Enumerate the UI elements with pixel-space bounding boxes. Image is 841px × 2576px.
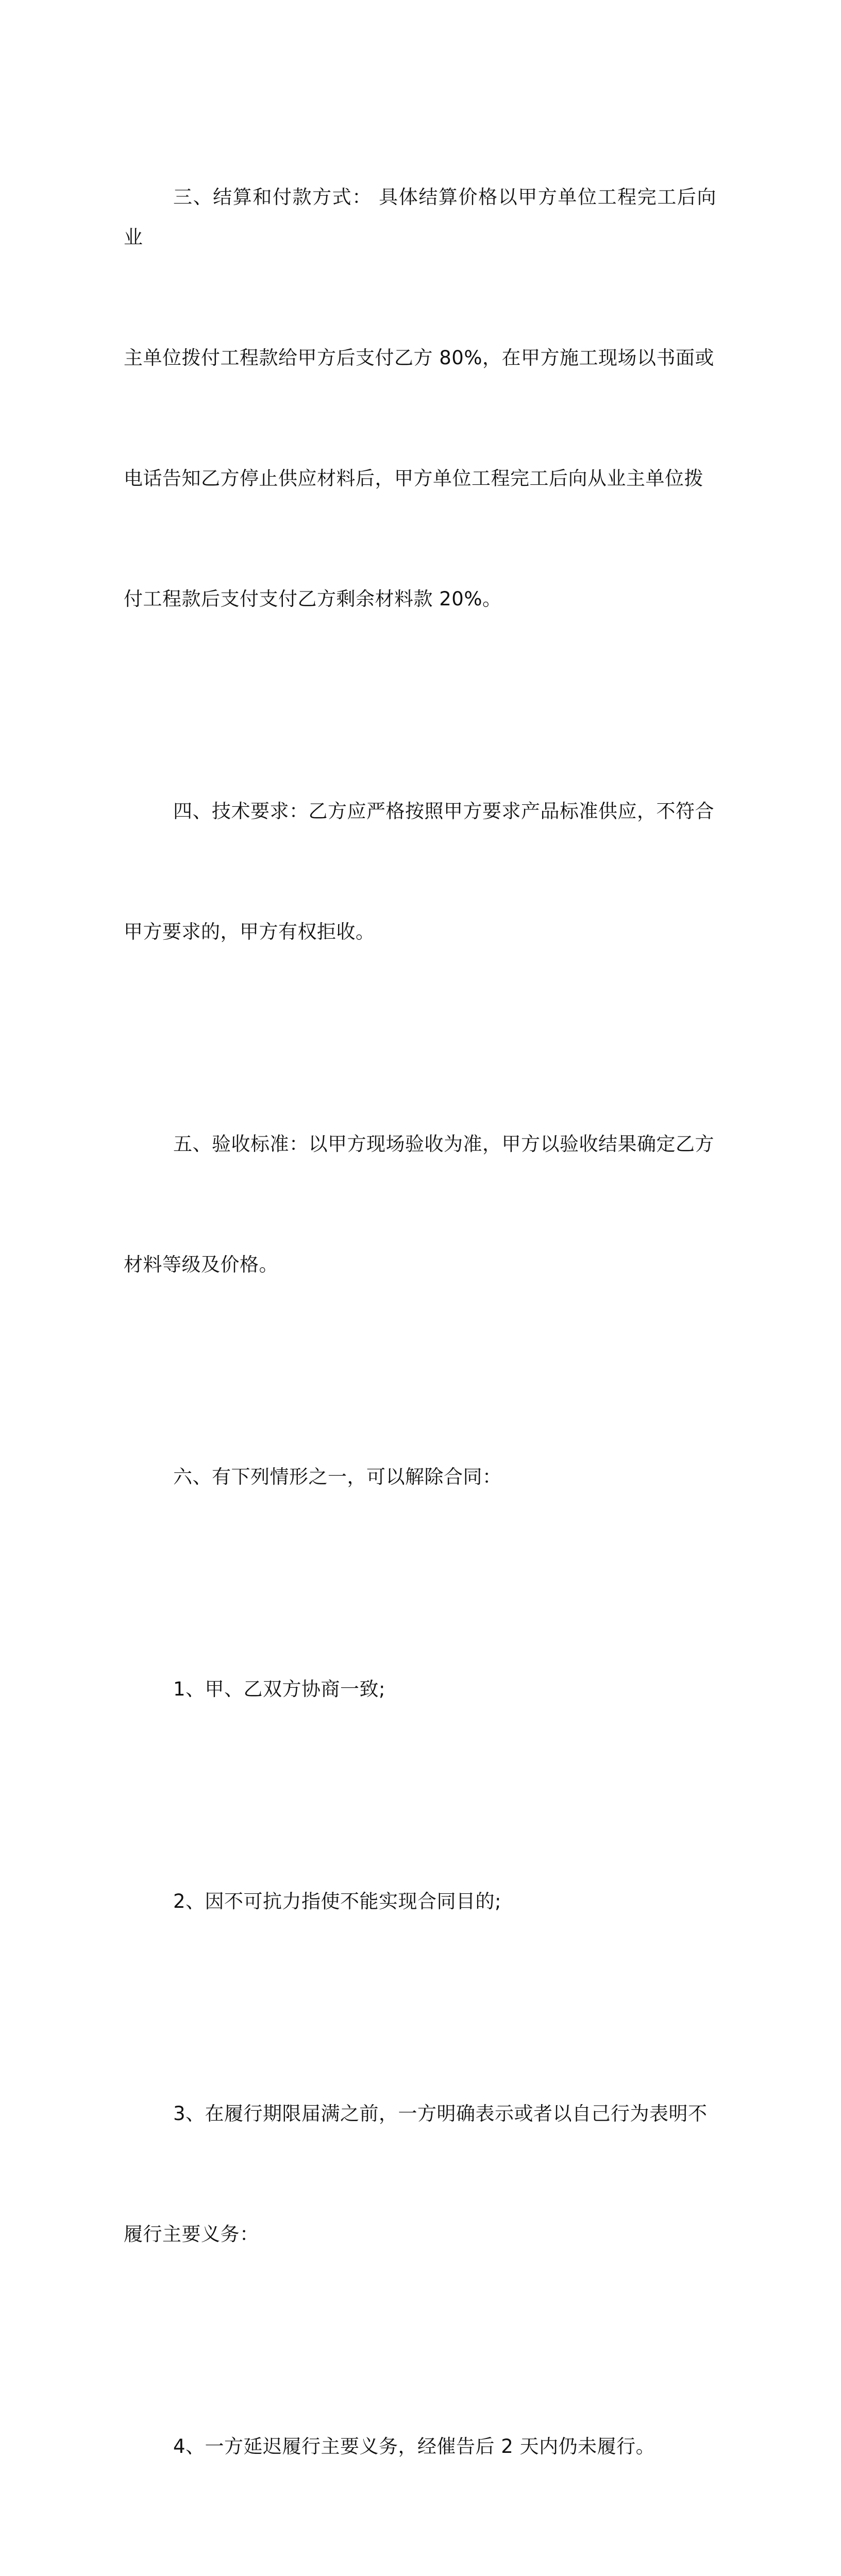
paragraph-technical-requirements	[124, 711, 716, 1032]
text-line: 主单位拨付工程款给甲方后支付乙方 80%，在甲方施工现场以书面或	[124, 347, 714, 369]
paragraph-liability-heading	[124, 2558, 716, 2576]
paragraph-termination-heading	[124, 1377, 716, 1578]
text-line: 三、结算和付款方式： 具体结算价格以甲方单位工程完工后向业	[124, 186, 716, 248]
text-line: 四、技术要求：乙方应严格按照甲方要求产品标准供应，不符合	[173, 800, 714, 822]
text-line: 付工程款后支付支付乙方剩余材料款 20%。	[124, 588, 502, 610]
paragraph-termination-item-1	[124, 1589, 716, 1790]
text-line: 履行主要义务：	[124, 2223, 259, 2245]
document-page	[124, 97, 716, 2576]
text-line: 五、验收标准：以甲方现场验收为准，甲方以验收结果确定乙方	[173, 1133, 714, 1155]
text-line: 4、一方延迟履行主要义务，经催告后 2 天内仍未履行。	[173, 2435, 655, 2458]
paragraph-termination-item-2	[124, 1801, 716, 2002]
paragraph-termination-item-4	[124, 2346, 716, 2547]
text-line: 六、有下列情形之一，可以解除合同：	[173, 1466, 502, 1488]
text-line: 3、在履行期限届满之前，一方明确表示或者以自己行为表明不	[173, 2103, 708, 2125]
text-line: 电话告知乙方停止供应材料后，甲方单位工程完工后向从业主单位拨	[124, 467, 703, 489]
text-line: 材料等级及价格。	[124, 1253, 278, 1276]
paragraph-settlement-payment	[124, 97, 716, 700]
paragraph-termination-item-3	[124, 2013, 716, 2335]
text-line: 甲方要求的，甲方有权拒收。	[124, 921, 375, 943]
paragraph-acceptance-standard	[124, 1044, 716, 1365]
text-line: 1、甲、乙双方协商一致;	[173, 1678, 386, 1700]
text-line: 2、因不可抗力指使不能实现合同目的;	[173, 1890, 502, 1912]
